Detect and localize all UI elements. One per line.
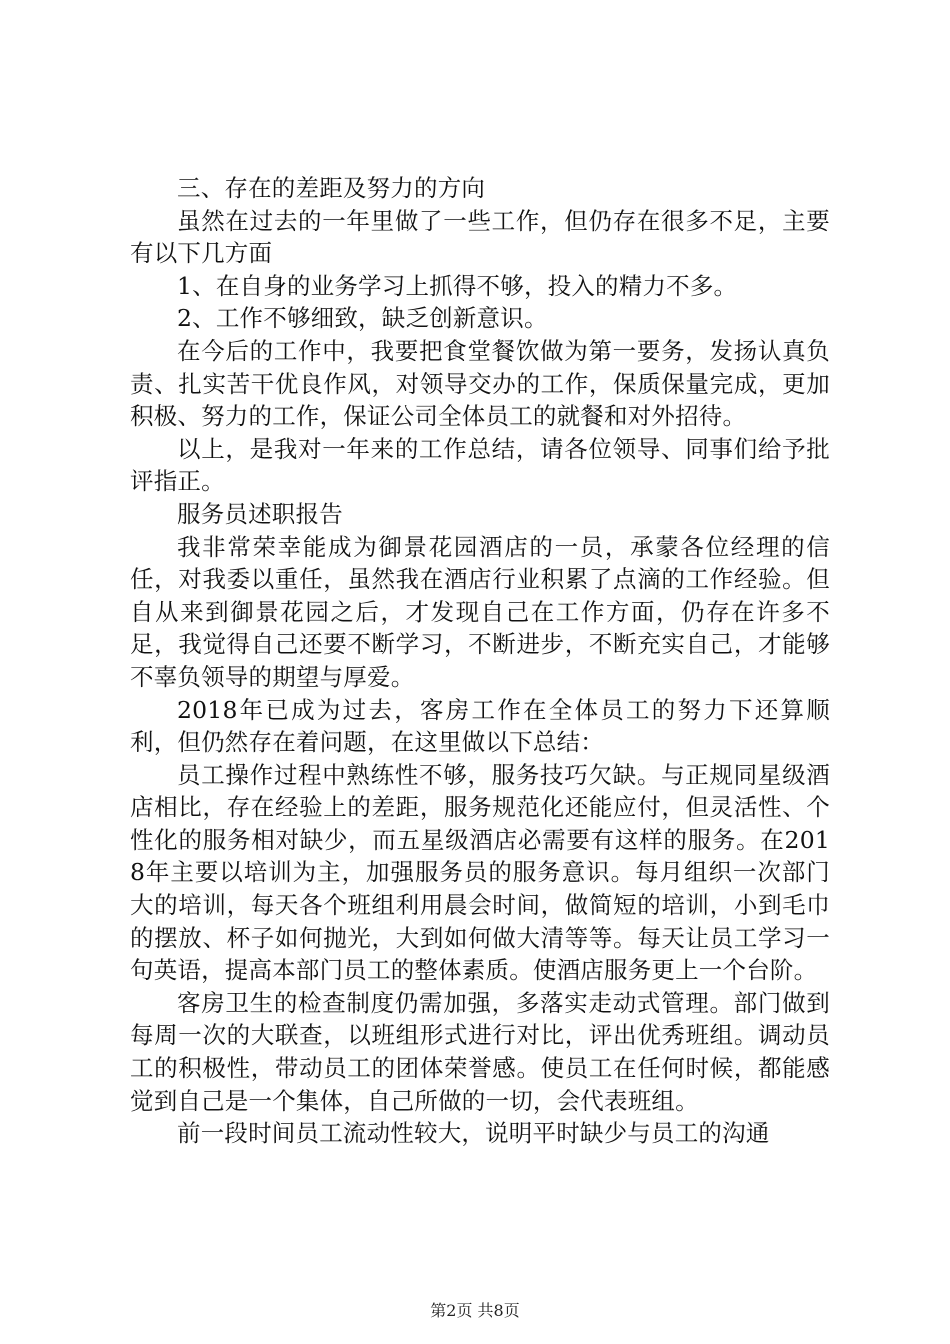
paragraph: 在今后的工作中，我要把食堂餐饮做为第一要务，发扬认真负责、扎实苦干优良作风，对领导交办的工作，保质保量完成，更加积极、努力的工作，保证公司全体员工的就餐和对外招待。 <box>130 336 830 431</box>
list-item: 2、工作不够细致，缺乏创新意识。 <box>177 304 548 333</box>
report-title: 服务员述职报告 <box>177 499 343 528</box>
paragraph: 客房卫生的检查制度仍需加强，多落实走动式管理。部门做到每周一次的大联查，以班组形式进行对比，评出优秀班组。调动员工的积极性，带动员工的团体荣誉感。使员工在任何时候，都能感觉到自己是一个集体，自己所做的一切，会代表班组。 <box>130 988 830 1115</box>
paragraph: 以上，是我对一年来的工作总结，请各位领导、同事们给予批评指正。 <box>130 434 830 496</box>
section-heading: 三、存在的差距及努力的方向 <box>177 174 486 202</box>
paragraph: 员工操作过程中熟练性不够，服务技巧欠缺。与正规同星级酒店相比，存在经验上的差距，服务规范化还能应付，但灵活性、个性化的服务相对缺少，而五星级酒店必需要有这样的服务。在2018年主要以培训为主，加强服务员的服务意识。每月组织一次部门大的培训，每天各个班组利用晨会时间，做简短的培训，小到毛巾的摆放、杯子如何抛光，大到如何做大清等等。每天让员工学习一句英语，提高本部门员工的整体素质。使酒店服务更上一个台阶。 <box>130 760 830 985</box>
list-item: 1、在自身的业务学习上抓得不够，投入的精力不多。 <box>177 271 738 300</box>
document-body <box>130 172 830 1150</box>
paragraph: 2018年已成为过去，客房工作在全体员工的努力下还算顺利，但仍然存在着问题，在这里做以下总结： <box>130 695 830 757</box>
paragraph: 虽然在过去的一年里做了一些工作，但仍存在很多不足，主要有以下几方面 <box>130 206 830 268</box>
paragraph: 前一段时间员工流动性较大，说明平时缺少与员工的沟通 <box>177 1119 770 1148</box>
page-number-footer: 第2页 共8页 <box>430 1301 520 1320</box>
paragraph: 我非常荣幸能成为御景花园酒店的一员，承蒙各位经理的信任，对我委以重任，虽然我在酒店行业积累了点滴的工作经验。但自从来到御景花园之后，才发现自己在工作方面，仍存在许多不足，我觉得自己还要不断学习，不断进步，不断充实自己，才能够不辜负领导的期望与厚爱。 <box>130 532 830 691</box>
